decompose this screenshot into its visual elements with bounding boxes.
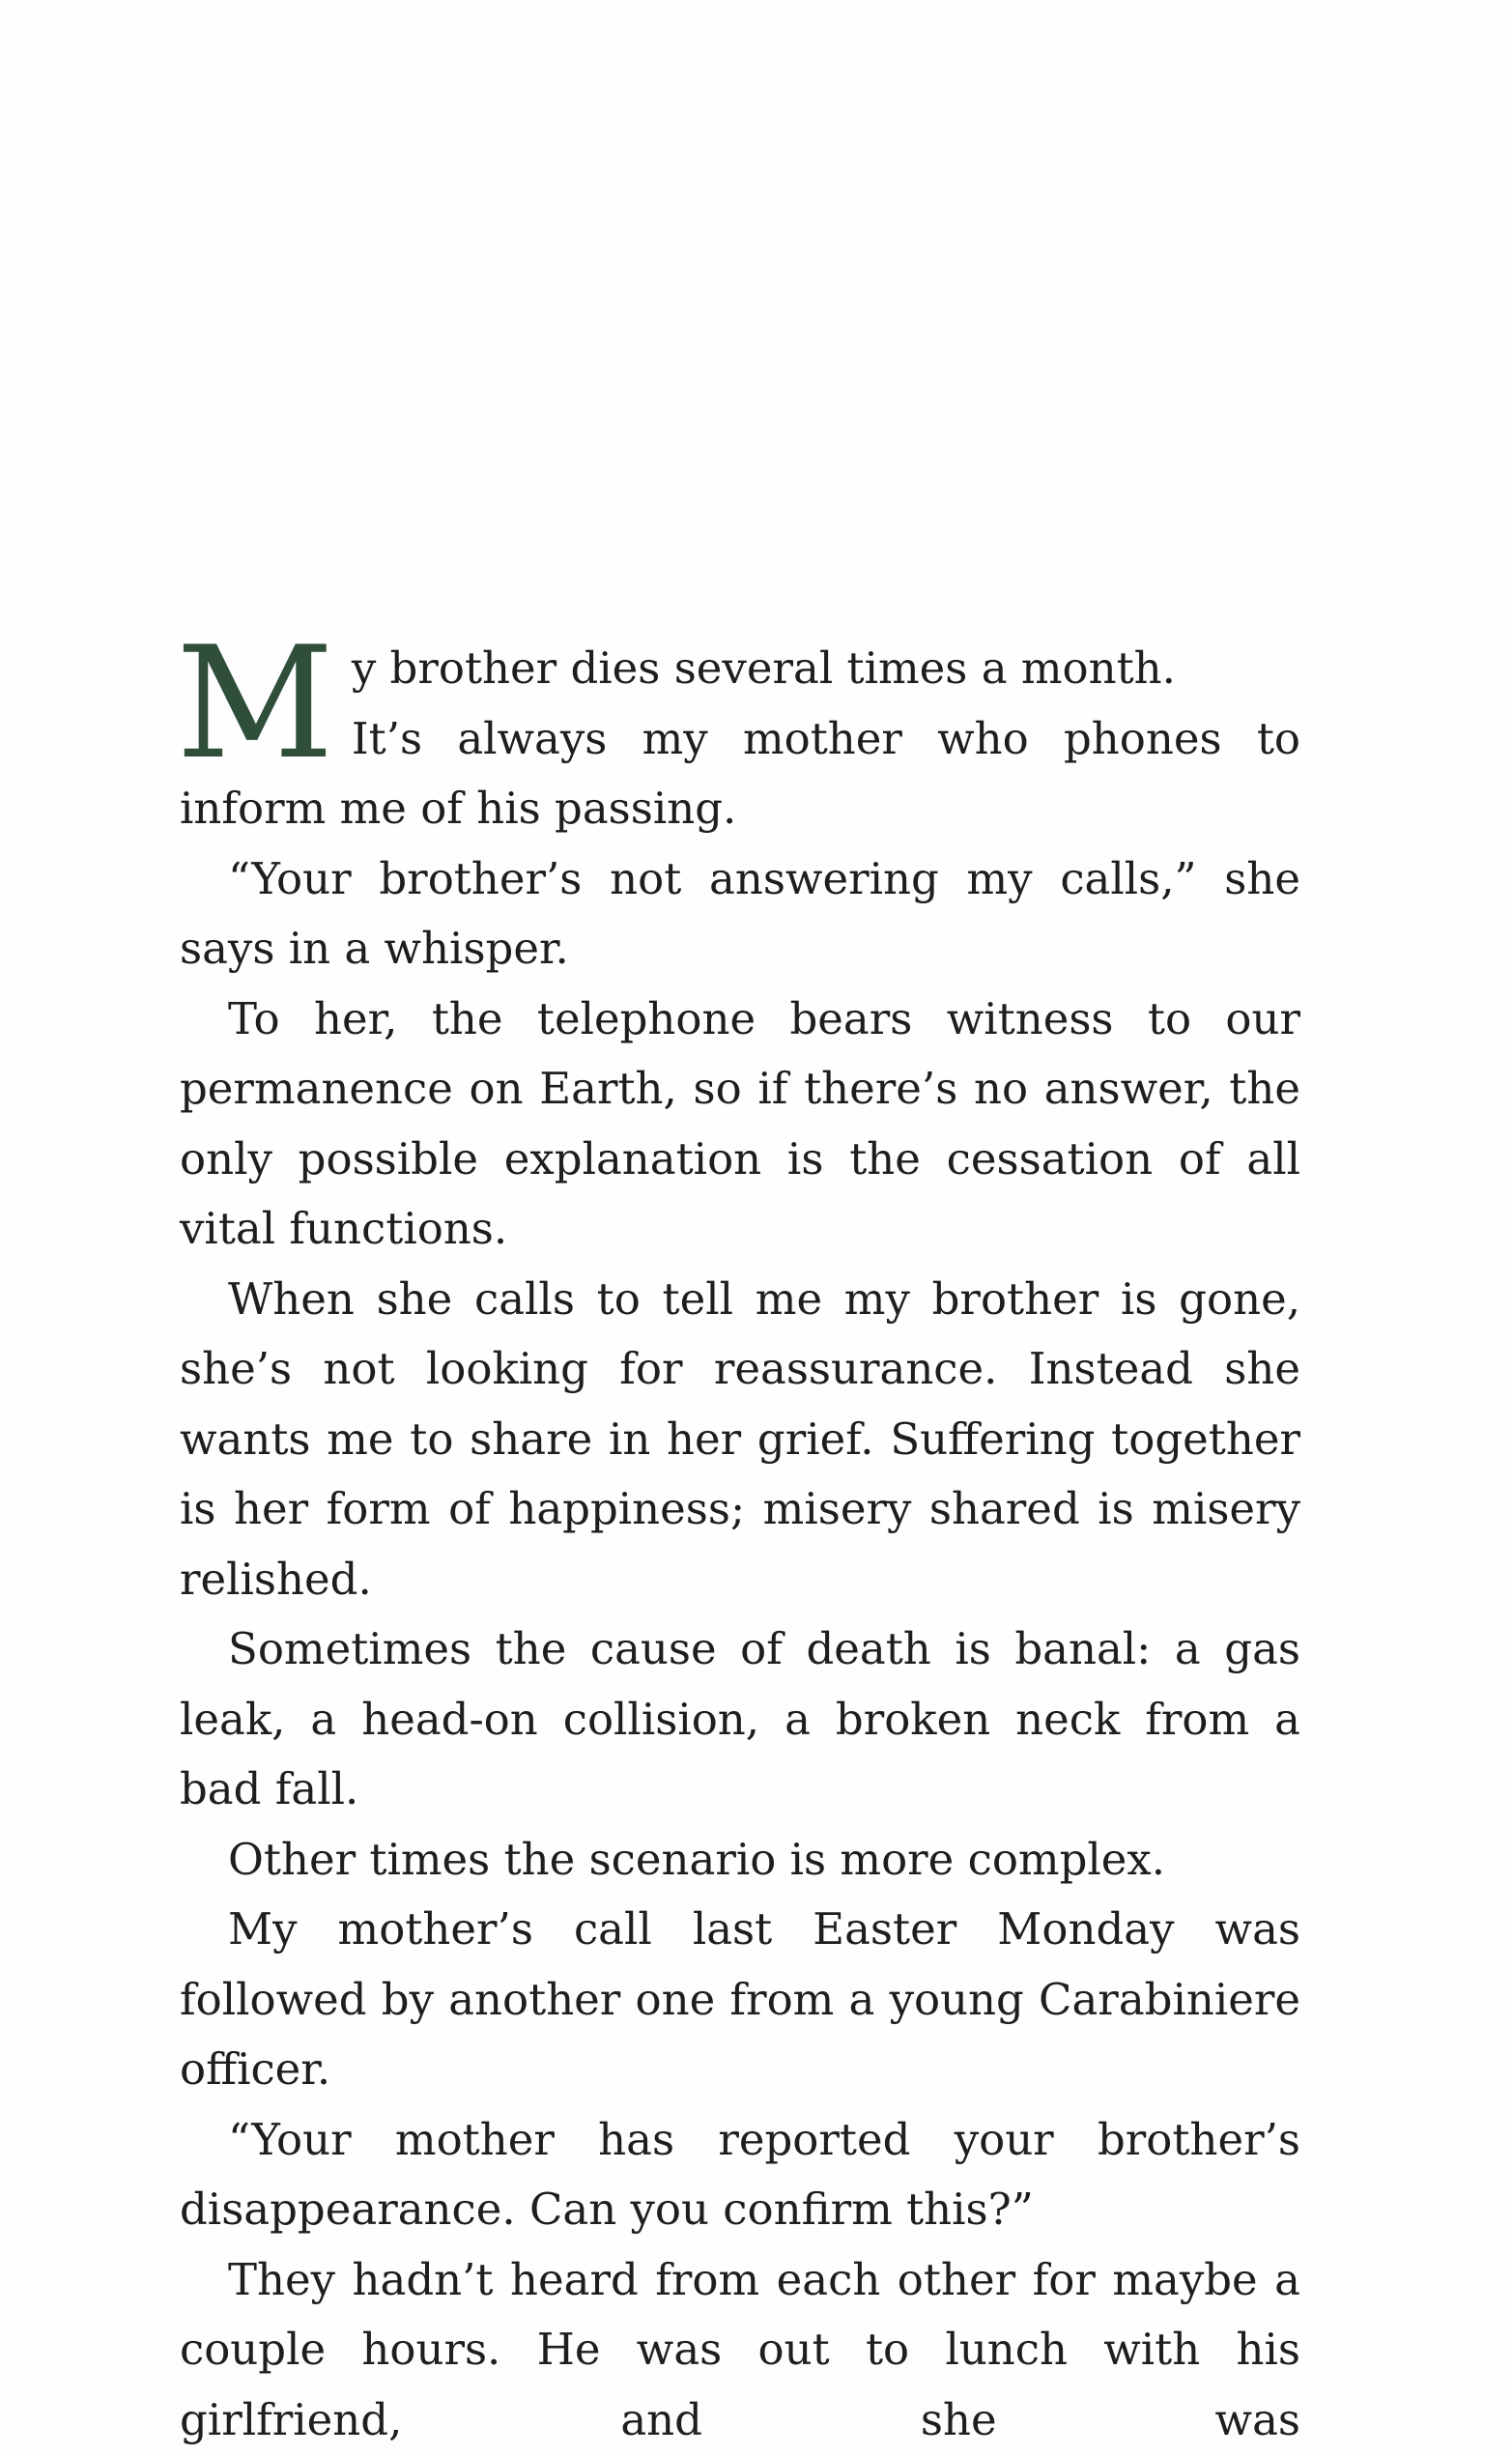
paragraph-4: When she calls to tell me my brother is gone, she’s not looking for reassurance. Instead she wants me to share in her grief. Suffering together is her form of happiness; misery shared is misery relished.	[180, 1265, 1300, 1615]
paragraph-9: They hadn’t heard from each other for maybe a couple hours. He was out to lunch with his girlfriend, and she was	[180, 2245, 1300, 2455]
body-text	[180, 634, 1300, 2455]
paragraph-6: Other times the scenario is more complex.	[180, 1825, 1300, 1896]
paragraph-3: To her, the telephone bears witness to our permanence on Earth, so if there’s no answer, the only possible explanation is the cessation of all vital functions.	[180, 985, 1300, 1265]
opening-paragraph	[180, 634, 1300, 844]
paragraph-7: My mother’s call last Easter Monday was followed by another one from a young Carabiniere officer.	[180, 1895, 1300, 2105]
drop-cap: M	[176, 643, 334, 763]
paragraph-8: “Your mother has reported your brother’s disappearance. Can you confirm this?”	[180, 2105, 1300, 2245]
paragraph-5: Sometimes the cause of death is banal: a gas leak, a head-on collision, a broken neck from a bad fall.	[180, 1614, 1300, 1825]
opening-line: y brother dies several times a month.	[352, 642, 1176, 694]
paragraph-1: It’s always my mother who phones to inform me of his passing.	[180, 713, 1300, 835]
paragraph-2: “Your brother’s not answering my calls,” she says in a whisper.	[180, 844, 1300, 985]
